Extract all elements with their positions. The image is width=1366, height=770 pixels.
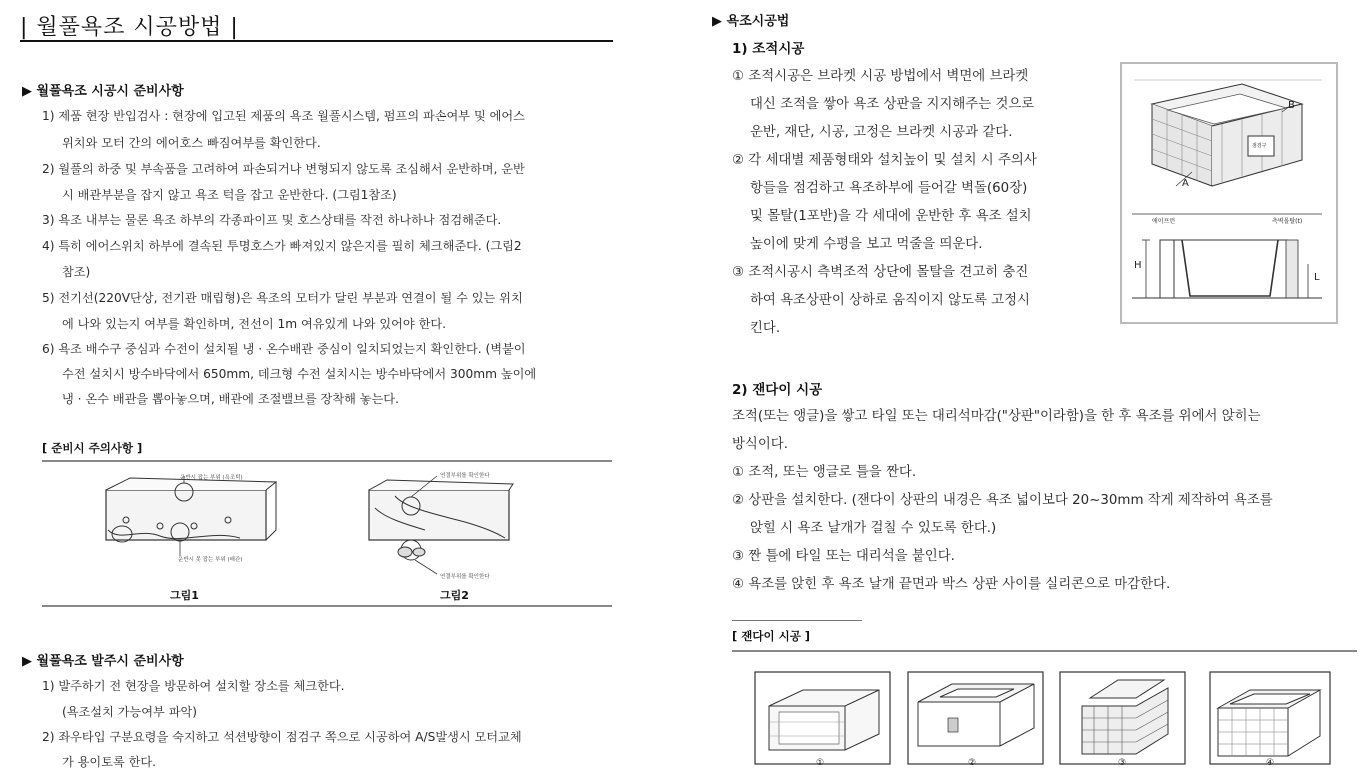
diagram-label-l: L: [1314, 272, 1320, 283]
body-line: 하여 욕조상판이 상하로 움직이지 않도록 고정시: [750, 293, 1030, 308]
body-line: ④ 욕조를 앉힌 후 욕조 날개 끝면과 박스 상판 사이를 실리콘으로 마감한다.: [732, 577, 1171, 592]
step-3-number: ③: [1118, 758, 1127, 768]
body-line: 4) 특히 에어스위치 하부에 결속된 투명호스가 빠져있지 않은지를 필히 체크해준다. (그림2: [42, 239, 522, 253]
body-line: ① 조적시공은 브라켓 시공 방법에서 벽면에 브라켓: [732, 69, 1029, 84]
jendai-step-4-finish: [1210, 672, 1335, 770]
body-line: 시 배관부분을 잡지 않고 욕조 턱을 잡고 운반한다. (그림1참조): [62, 188, 397, 202]
body-line: 냉 · 온수 배관을 뽑아놓으며, 배관에 조절밸브를 장착해 놓는다.: [62, 392, 399, 406]
body-line: 항들을 점검하고 욕조하부에 들어갈 벽돌(60장): [750, 181, 1028, 196]
body-line: ② 상판을 설치한다. (잰다이 상판의 내경은 욕조 넓이보다 20~30mm 작게 제작하여 욕조를: [732, 493, 1273, 508]
body-line: 3) 욕조 내부는 물론 욕조 하부의 각종파이프 및 호스상태를 작전 하나하나 점검해준다.: [42, 213, 502, 227]
jendai-step-1-frame: [755, 672, 890, 770]
caution-box-label: [ 준비시 주의사항 ]: [42, 441, 143, 455]
body-line: 5) 전기선(220V단상, 전기관 매립형)은 욕조의 모터가 달린 부분과 연결이 될 수 있는 위치: [42, 291, 523, 305]
body-line: 조적(또는 앵글)을 쌓고 타일 또는 대리석마감("상판"이라함)을 한 후 욕조를 위에서 앉히는: [732, 409, 1261, 424]
fig2-note-bottom: 연결부위를 확인한다: [440, 574, 490, 580]
divider: [42, 605, 612, 607]
divider: [732, 650, 1357, 652]
body-line: 에 나와 있는지 여부를 확인하며, 전선이 1m 여유있게 나와 있어야 한다.: [62, 317, 446, 331]
body-line: 대신 조적을 쌓아 욕조 상판을 지지해주는 것으로: [750, 97, 1035, 112]
body-line: 6) 욕조 배수구 중심과 수전이 설치될 냉 · 온수배관 중심이 일치되었는지 확인한다. (벽붙이: [42, 342, 526, 356]
jendai-step-3-tile: [1060, 672, 1190, 770]
body-line: 참조): [62, 265, 91, 279]
body-line: 킨다.: [750, 321, 781, 336]
body-line: 2) 월풀의 하중 및 부속품을 고려하여 파손되거나 변형되지 않도록 조심해서 운반하며, 운반: [42, 162, 525, 176]
divider: [732, 620, 862, 621]
body-line: ③ 조적시공시 측벽조적 상단에 몰탈을 견고히 충진: [732, 265, 1029, 280]
jendai-step-2-top: [908, 672, 1043, 770]
body-line: ② 각 세대별 제품형태와 설치높이 및 설치 시 주의사: [732, 153, 1037, 168]
body-line: 위치와 모터 간의 에어호스 빠짐여부를 확인한다.: [62, 136, 321, 150]
body-line: 방식이다.: [732, 437, 788, 452]
diagram-label-access: 점검구: [1252, 143, 1267, 149]
body-line: 및 몰탈(1포반)을 각 세대에 운반한 후 욕조 설치: [750, 209, 1032, 224]
subsection-title-jendai: 2) 잰다이 시공: [732, 382, 823, 398]
step-1-number: ①: [816, 758, 825, 768]
divider: [42, 460, 612, 462]
body-line: 1) 제품 현장 반입검사 : 현장에 입고된 제품의 욕조 월풀시스템, 펌프의 파손여부 및 에어스: [42, 109, 525, 123]
body-line: 앉힐 시 욕조 날개가 걸칠 수 있도록 한다.): [750, 521, 997, 536]
fig1-note-bottom: 운반시 못 잡는 부위 (배관): [178, 557, 243, 563]
body-line: (욕조설치 가능여부 파악): [62, 705, 197, 719]
body-line: 높이에 맞게 수평을 보고 먹줄을 띄운다.: [750, 237, 983, 252]
body-line: 수전 설치시 방수바닥에서 650mm, 데크형 수전 설치시는 방수바닥에서 300mm 높이에: [62, 367, 537, 381]
body-line: 가 용이토록 한다.: [62, 755, 157, 769]
body-line: ① 조적, 또는 앵글로 틀을 짠다.: [732, 465, 917, 480]
diagram-label-apron: 에이프런: [1152, 218, 1176, 225]
body-line: 운반, 재단, 시공, 고정은 브라켓 시공과 같다.: [750, 125, 1013, 140]
body-line: ③ 짠 틀에 타일 또는 대리석을 붙인다.: [732, 549, 955, 564]
masonry-diagram: [1122, 64, 1336, 322]
diagram-label-a: A: [1182, 178, 1189, 189]
diagram-label-h: H: [1134, 260, 1142, 271]
fig1-note-top: 운반시 잡는 부위 (욕조턱): [180, 475, 243, 481]
jendai-box-label: [ 잰다이 시공 ]: [732, 629, 811, 643]
section-heading-bathtub-method: ▶ 욕조시공법: [712, 14, 790, 29]
step-4-number: ④: [1266, 758, 1275, 768]
fig2-caption: 그림2: [440, 589, 469, 602]
body-line: 1) 발주하기 전 현장을 방문하여 설치할 장소를 체크한다.: [42, 679, 345, 693]
section-heading-order-prep: ▶ 월풀욕조 발주시 준비사항: [22, 654, 184, 669]
figure-1-bathtub-carry: [100, 468, 290, 580]
body-line: 2) 좌우타입 구분요령을 숙지하고 석션방향이 점검구 쪽으로 시공하여 A/S발생시 모터교체: [42, 730, 522, 744]
section-heading-install-prep: ▶ 월풀욕조 시공시 준비사항: [22, 84, 184, 99]
step-2-number: ②: [968, 758, 977, 768]
diagram-label-b: B: [1288, 100, 1295, 111]
title-bar: [20, 8, 613, 42]
page-title: | 월풀욕조 시공방법 |: [20, 15, 239, 40]
fig1-caption: 그림1: [170, 589, 199, 602]
figure-2-hose-check: [365, 468, 515, 580]
masonry-diagram-frame: [1120, 62, 1338, 324]
diagram-label-sidewall: 측벽몰탈(t): [1272, 218, 1303, 225]
fig2-note-top: 연결부위를 확인한다: [440, 473, 490, 479]
subsection-title-masonry: 1) 조적시공: [732, 41, 805, 57]
